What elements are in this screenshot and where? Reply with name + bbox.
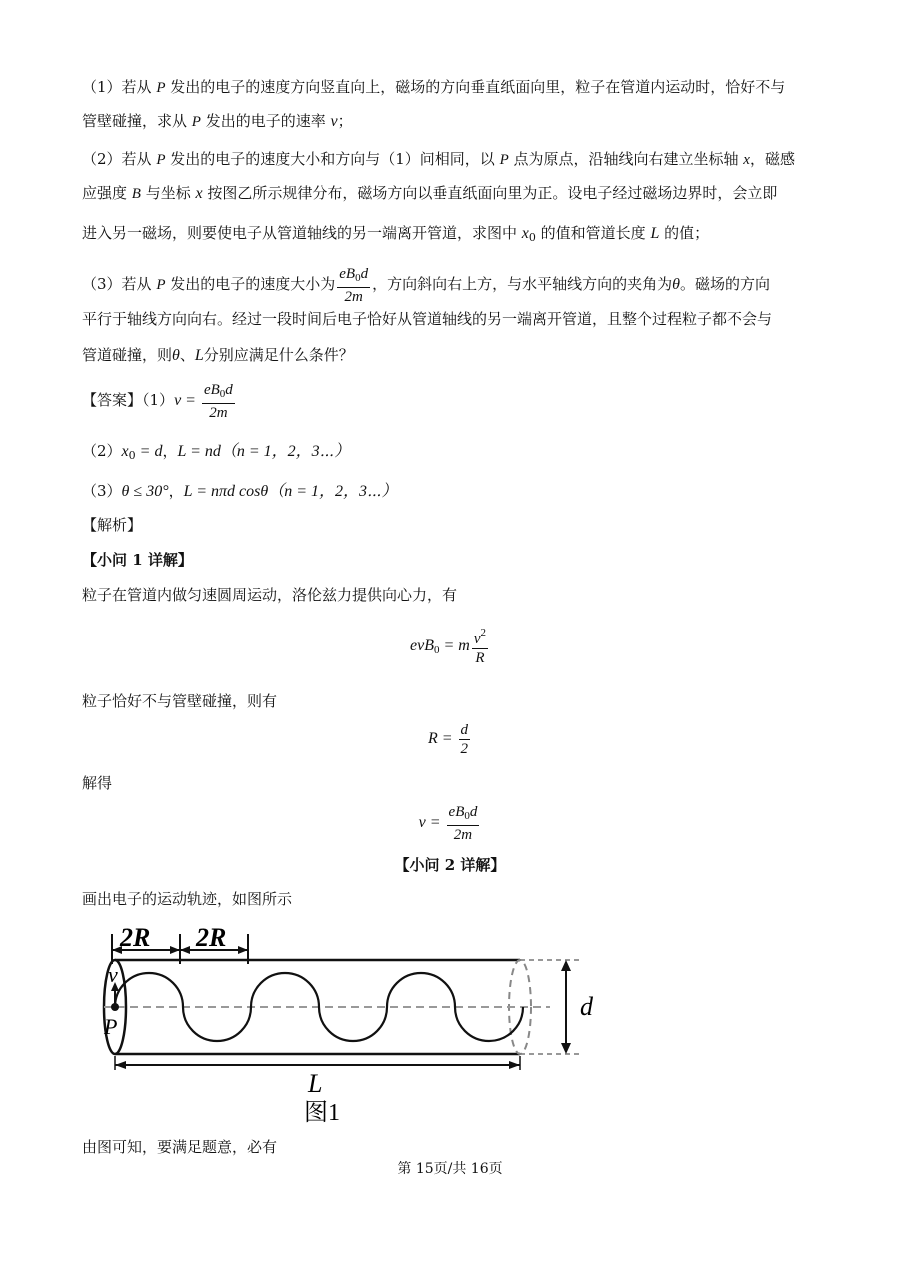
analysis-label: 【解析】 <box>82 516 143 534</box>
label-p: P <box>104 1014 118 1039</box>
equation-lorentz: evB$_0$ = m $\frac{v^2}{R}$ <box>0 624 900 670</box>
question-2-line-3: 进入另一磁场，则要使电子从管道轴线的另一端离开管道，求图中 $x_0$ 的值和管道长度 L 的值； <box>82 224 710 244</box>
label-l: L <box>308 1069 323 1098</box>
sub-question-1-title: 【小问 1 详解】 <box>82 551 193 569</box>
analysis-text-4: 画出电子的运动轨迹，如图所示 <box>82 890 293 908</box>
analysis-text-1: 粒子在管道内做匀速圆周运动，洛伦兹力提供向心力，有 <box>82 586 458 604</box>
page-footer: 第 15页/共 16页 <box>397 1161 503 1177</box>
arrowhead <box>238 946 248 954</box>
label-v: v <box>108 962 118 987</box>
arrowhead <box>561 1043 571 1054</box>
label-2r-1: 2R <box>120 923 151 952</box>
arrowhead <box>509 1061 520 1069</box>
question-3-line-2: 平行于轴线方向向右。经过一段时间后电子恰好从管道轴线的另一端离开管道，且整个过程粒子都不会与 <box>82 310 773 328</box>
equation-radius: R = $\frac{d}{2}$ <box>427 721 469 757</box>
arrowhead <box>561 960 571 971</box>
arrowhead <box>115 1061 126 1069</box>
answer-fraction: $\frac{eB_0d}{2m}$ <box>203 381 233 421</box>
arrowhead <box>170 946 180 954</box>
answer-line-3: （3）θ ≤ 30°，L = nπd cosθ（n = 1，2，3⋯） <box>82 482 398 500</box>
arrowhead <box>180 946 190 954</box>
fraction-eb0d-2m: $\frac{eB_0d}{2m}$ <box>339 265 369 305</box>
equation-velocity: v = $\frac{eB_0d}{2m}$ <box>418 803 478 843</box>
sub-question-2-title: 【小问 2 详解】 <box>394 856 506 874</box>
label-2r-2: 2R <box>196 923 227 952</box>
question-3-line-3: 管道碰撞，则θ、L分别应满足什么条件？ <box>82 346 354 364</box>
question-2-line-2: 应强度 B 与坐标 x 按图乙所示规律分布，磁场方向以垂直纸面向里为正。设电子经过磁场边界时，会立即 <box>82 184 778 202</box>
figure-1-diagram <box>90 920 610 1130</box>
answer-line-2: $(2)x_0 = d$，L = nd（n = 1，2，3⋯） <box>82 442 351 462</box>
analysis-text-2: 粒子恰好不与管壁碰撞，则有 <box>82 692 278 710</box>
question-1-line-2: 管壁碰撞，求从 P 发出的电子的速率 v； <box>82 112 353 130</box>
question-1-line-1: （1）若从 P 发出的电子的速度方向竖直向上，磁场的方向垂直纸面向里，粒子在管道内运动时，恰好不与 <box>82 78 786 96</box>
answer-line-1: 【答案】（1）v = $\frac{eB_0d}{2m}$ <box>82 381 233 421</box>
analysis-text-5: 由图可知，要满足题意，必有 <box>82 1138 278 1156</box>
question-3-line-1: （3）若从 P 发出的电子的速度大小为 $\frac{eB_0d}{2m}$ ，方向斜向右上方，与水平轴线方向的夹角为θ。磁场的方向 <box>82 265 770 305</box>
analysis-text-3: 解得 <box>82 774 113 792</box>
label-d: d <box>580 992 593 1021</box>
question-2-line-1: （2）若从 P 发出的电子的速度大小和方向与（1）问相同，以 P 点为原点，沿轴线向右建立坐标轴 x，磁感 <box>82 150 795 168</box>
figure-caption: 图1 <box>304 1100 340 1126</box>
